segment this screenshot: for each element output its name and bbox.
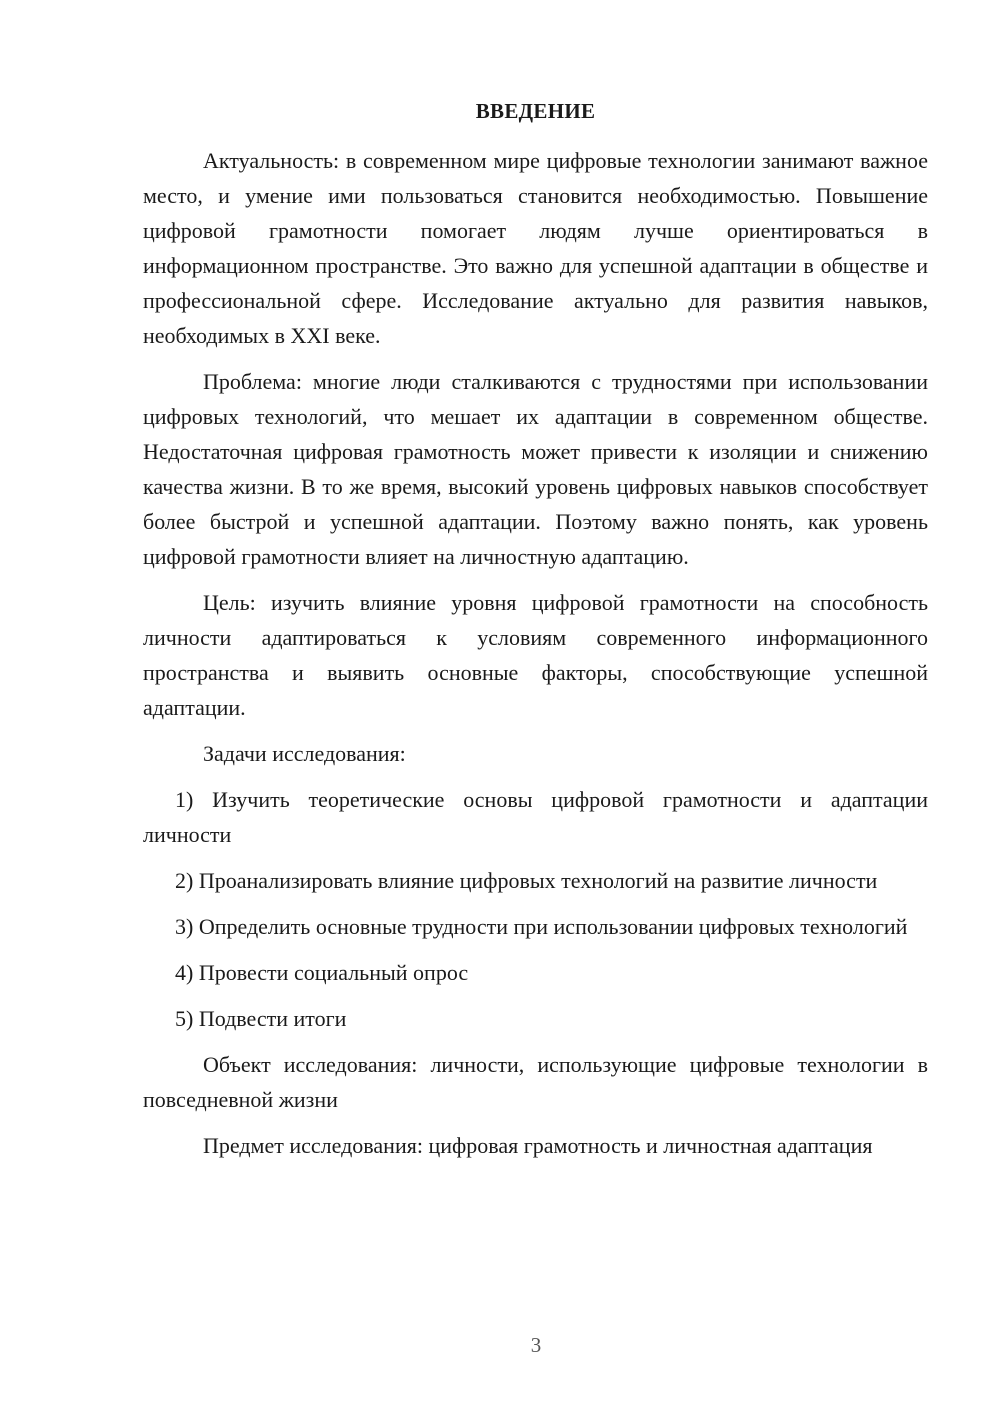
- task-item: 4) Провести социальный опрос: [175, 960, 469, 985]
- document-page: [143, 94, 928, 1163]
- task-item: 3) Определить основные трудности при использовании цифровых технологий: [175, 914, 908, 939]
- tasks-heading: Задачи исследования:: [203, 741, 406, 766]
- task-item: 1) Изучить теоретические основы цифровой грамотности и адаптации личности: [143, 787, 928, 847]
- task-item: 5) Подвести итоги: [175, 1006, 347, 1031]
- subject-paragraph: Предмет исследования: цифровая грамотность и личностная адаптация: [203, 1133, 873, 1158]
- page-number: 3: [530, 1333, 542, 1357]
- page-title: ВВЕДЕНИЕ: [475, 99, 596, 123]
- problem-paragraph: Проблема: многие люди сталкиваются с трудностями при использовании цифровых технологий, что мешает их адаптации в современном обществе. Недостаточная цифровая грамотность может привести к изоляции и снижению качества жизни. В то же время, высокий уровень цифровых навыков способствует более быстрой и успешной адаптации. Поэтому важно понять, как уровень цифровой грамотности влияет на личностную адаптацию.: [143, 369, 928, 569]
- task-item: 2) Проанализировать влияние цифровых технологий на развитие личности: [175, 868, 878, 893]
- goal-paragraph: Цель: изучить влияние уровня цифровой грамотности на способность личности адаптироваться к условиям современного информационного пространства и выявить основные факторы, способствующие успешной адаптации.: [143, 590, 928, 720]
- relevance-paragraph: Актуальность: в современном мире цифровые технологии занимают важное место, и умение ими пользоваться становится необходимостью. Повышение цифровой грамотности помогает людям лучше ориентироваться в информационном пространстве. Это важно для успешной адаптации в обществе и профессиональной сфере. Исследование актуально для развития навыков, необходимых в XXI веке.: [143, 148, 928, 348]
- object-paragraph: Объект исследования: личности, использующие цифровые технологии в повседневной жизни: [143, 1052, 928, 1112]
